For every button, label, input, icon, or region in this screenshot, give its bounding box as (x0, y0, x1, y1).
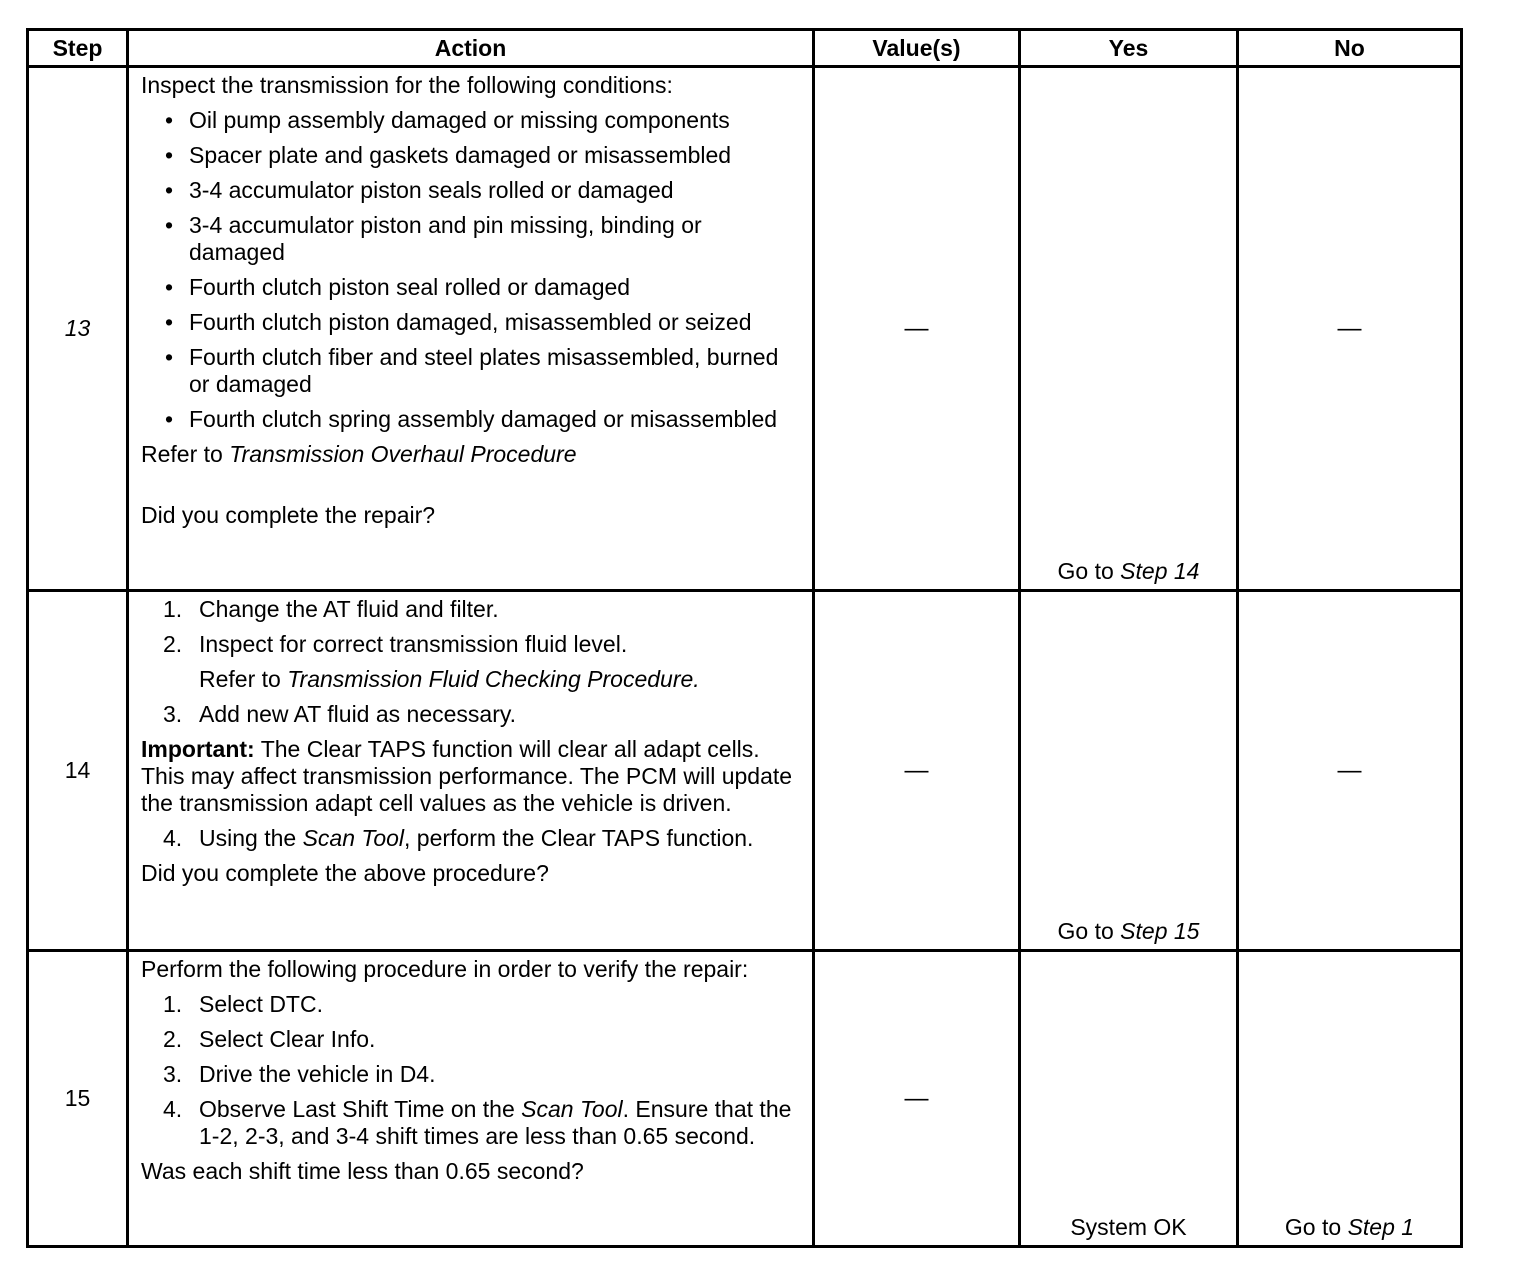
table-row-step-15 (28, 951, 1462, 1247)
procedure-list-continued (141, 825, 802, 852)
step-reference: Step 1 (1347, 1214, 1415, 1240)
list-item: • Fourth clutch spring assembly damaged or misassembled (141, 406, 802, 433)
action-cell (128, 591, 814, 951)
step-number: 14 (28, 591, 128, 951)
procedure-list (141, 596, 802, 728)
header-step: Step (28, 30, 128, 67)
list-item: • Oil pump assembly damaged or missing components (141, 107, 802, 134)
table-row-step-13 (28, 67, 1462, 591)
refer-line: Refer to Transmission Fluid Checking Procedure. (199, 666, 700, 692)
list-item: • 3-4 accumulator piston and pin missing, binding or damaged (141, 212, 802, 266)
action-intro: Inspect the transmission for the following conditions: (141, 72, 673, 98)
value-cell: — (814, 951, 1020, 1247)
list-item: 2. Inspect for correct transmission fluid level. Refer to Transmission Fluid Checking Procedure. (141, 631, 802, 693)
action-question: Was each shift time less than 0.65 second? (141, 1158, 584, 1184)
refer-line: Refer to Transmission Overhaul Procedure (141, 441, 577, 467)
header-yes: Yes (1020, 30, 1238, 67)
yes-cell: System OK (1020, 951, 1238, 1247)
tool-reference: Scan Tool (521, 1096, 623, 1122)
list-item: 2. Select Clear Info. (163, 1026, 376, 1052)
header-row (28, 30, 1462, 67)
action-question: Did you complete the above procedure? (141, 860, 549, 886)
list-item: • Fourth clutch fiber and steel plates misassembled, burned or damaged (141, 344, 802, 398)
list-item: • Spacer plate and gaskets damaged or misassembled (141, 142, 802, 169)
condition-list (141, 107, 802, 433)
table-row-step-14 (28, 591, 1462, 951)
header-action: Action (128, 30, 814, 67)
action-cell (128, 951, 814, 1247)
list-item: • Fourth clutch piston seal rolled or damaged (141, 274, 802, 301)
list-item: • Fourth clutch piston damaged, misassembled or seized (141, 309, 802, 336)
no-cell: — (1238, 591, 1462, 951)
step-number: 15 (28, 951, 128, 1247)
procedure-reference: Transmission Overhaul Procedure (229, 441, 577, 467)
important-label: Important: (141, 736, 255, 762)
list-item: • 3-4 accumulator piston seals rolled or damaged (141, 177, 802, 204)
list-item: 1. Change the AT fluid and filter. (163, 596, 499, 622)
list-item: 4. Using the Scan Tool, perform the Clear TAPS function. (163, 825, 754, 851)
list-item: 3. Add new AT fluid as necessary. (163, 701, 517, 727)
step-number: 13 (28, 67, 128, 591)
value-cell: — (814, 591, 1020, 951)
no-cell: — (1238, 67, 1462, 591)
yes-cell: Go to Step 15 (1020, 591, 1238, 951)
diagnostic-procedure-table (26, 28, 1463, 1248)
list-item: 3. Drive the vehicle in D4. (163, 1061, 436, 1087)
no-cell: Go to Step 1 (1238, 951, 1462, 1247)
action-question: Did you complete the repair? (141, 502, 436, 528)
step-reference: Step 15 (1120, 918, 1200, 944)
action-cell (128, 67, 814, 591)
list-item: 4. Observe Last Shift Time on the Scan Tool. Ensure that the 1-2, 2-3, and 3-4 shift times are less than 0.65 second. (163, 1096, 792, 1149)
header-no: No (1238, 30, 1462, 67)
step-reference: Step 14 (1120, 558, 1200, 584)
tool-reference: Scan Tool (302, 825, 405, 851)
value-cell: — (814, 67, 1020, 591)
list-item: 1. Select DTC. (163, 991, 323, 1017)
header-values: Value(s) (814, 30, 1020, 67)
action-intro: Perform the following procedure in order to verify the repair: (141, 956, 749, 982)
important-note: Important: The Clear TAPS function will clear all adapt cells. This may affect transmission performance. The PCM will update the transmission adapt cell values as the vehicle is driven. (141, 736, 793, 816)
yes-cell: Go to Step 14 (1020, 67, 1238, 591)
procedure-reference: Transmission Fluid Checking Procedure (287, 666, 694, 692)
procedure-list (141, 991, 802, 1150)
